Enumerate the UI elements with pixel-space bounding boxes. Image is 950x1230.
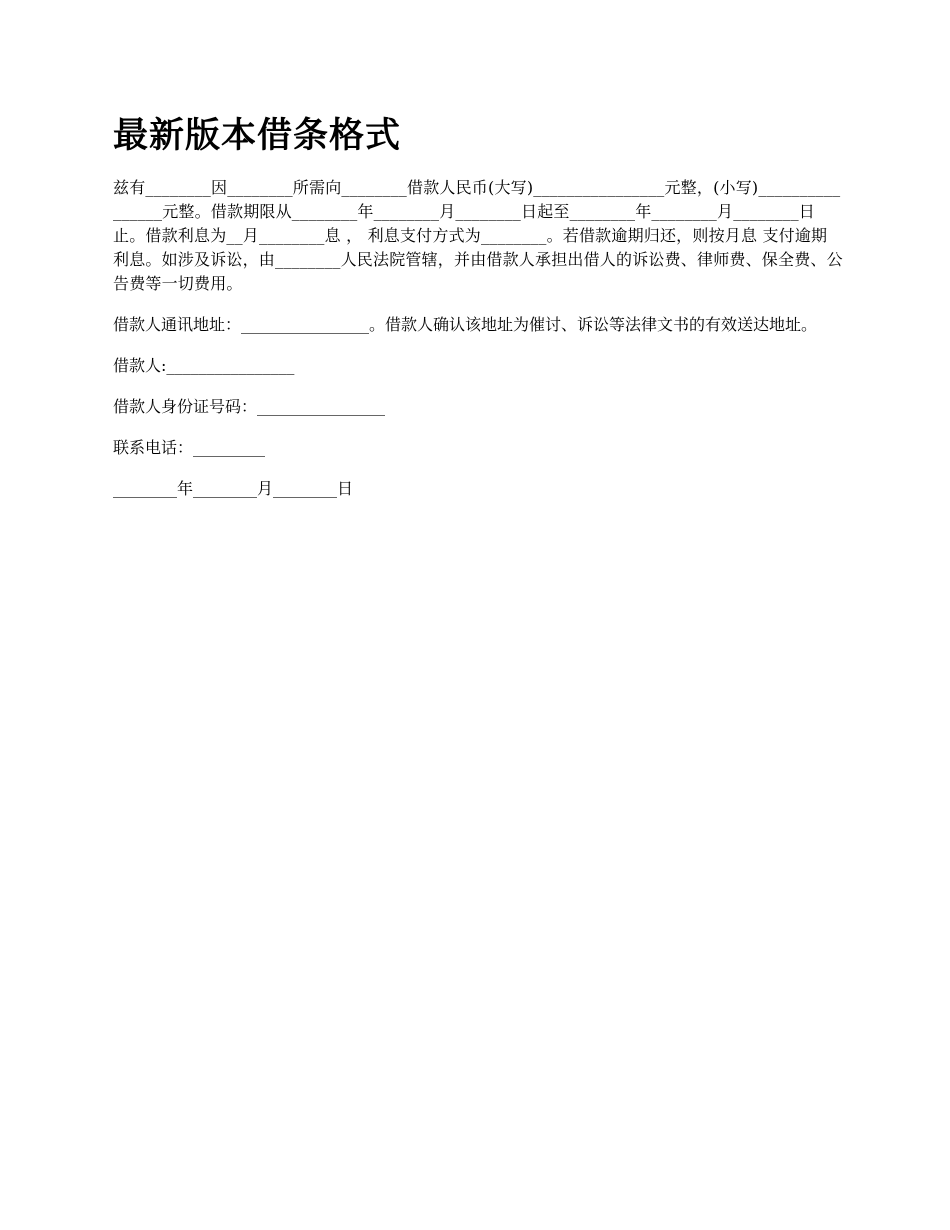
document-page xyxy=(113,112,843,518)
borrower-line: 借款人:________________ xyxy=(113,356,295,375)
address-paragraph: 借款人通讯地址：________________。借款人确认该地址为催讨、诉讼等法律文书的有效送达地址。 xyxy=(113,315,818,334)
id-number-line: 借款人身份证号码：________________ xyxy=(113,397,386,416)
loan-terms-paragraph: 兹有________因________所需向________借款人民币(大写)________________元整，(小写)________________元整。借款期限从________年________月________日起至________年________月________日止。借款利息为__月________息 ， 利息支付方式为________。若借款逾期归还，则按月息 支付逾期利息。如涉及诉讼，由________人民法院管辖，并由借款人承担出借人的诉讼费、律师费、保全费、公告费等一切费用。 xyxy=(113,178,843,293)
phone-line: 联系电话：_________ xyxy=(113,438,266,457)
document-title: 最新版本借条格式 xyxy=(113,115,402,156)
date-line: ________年________月________日 xyxy=(113,479,354,498)
